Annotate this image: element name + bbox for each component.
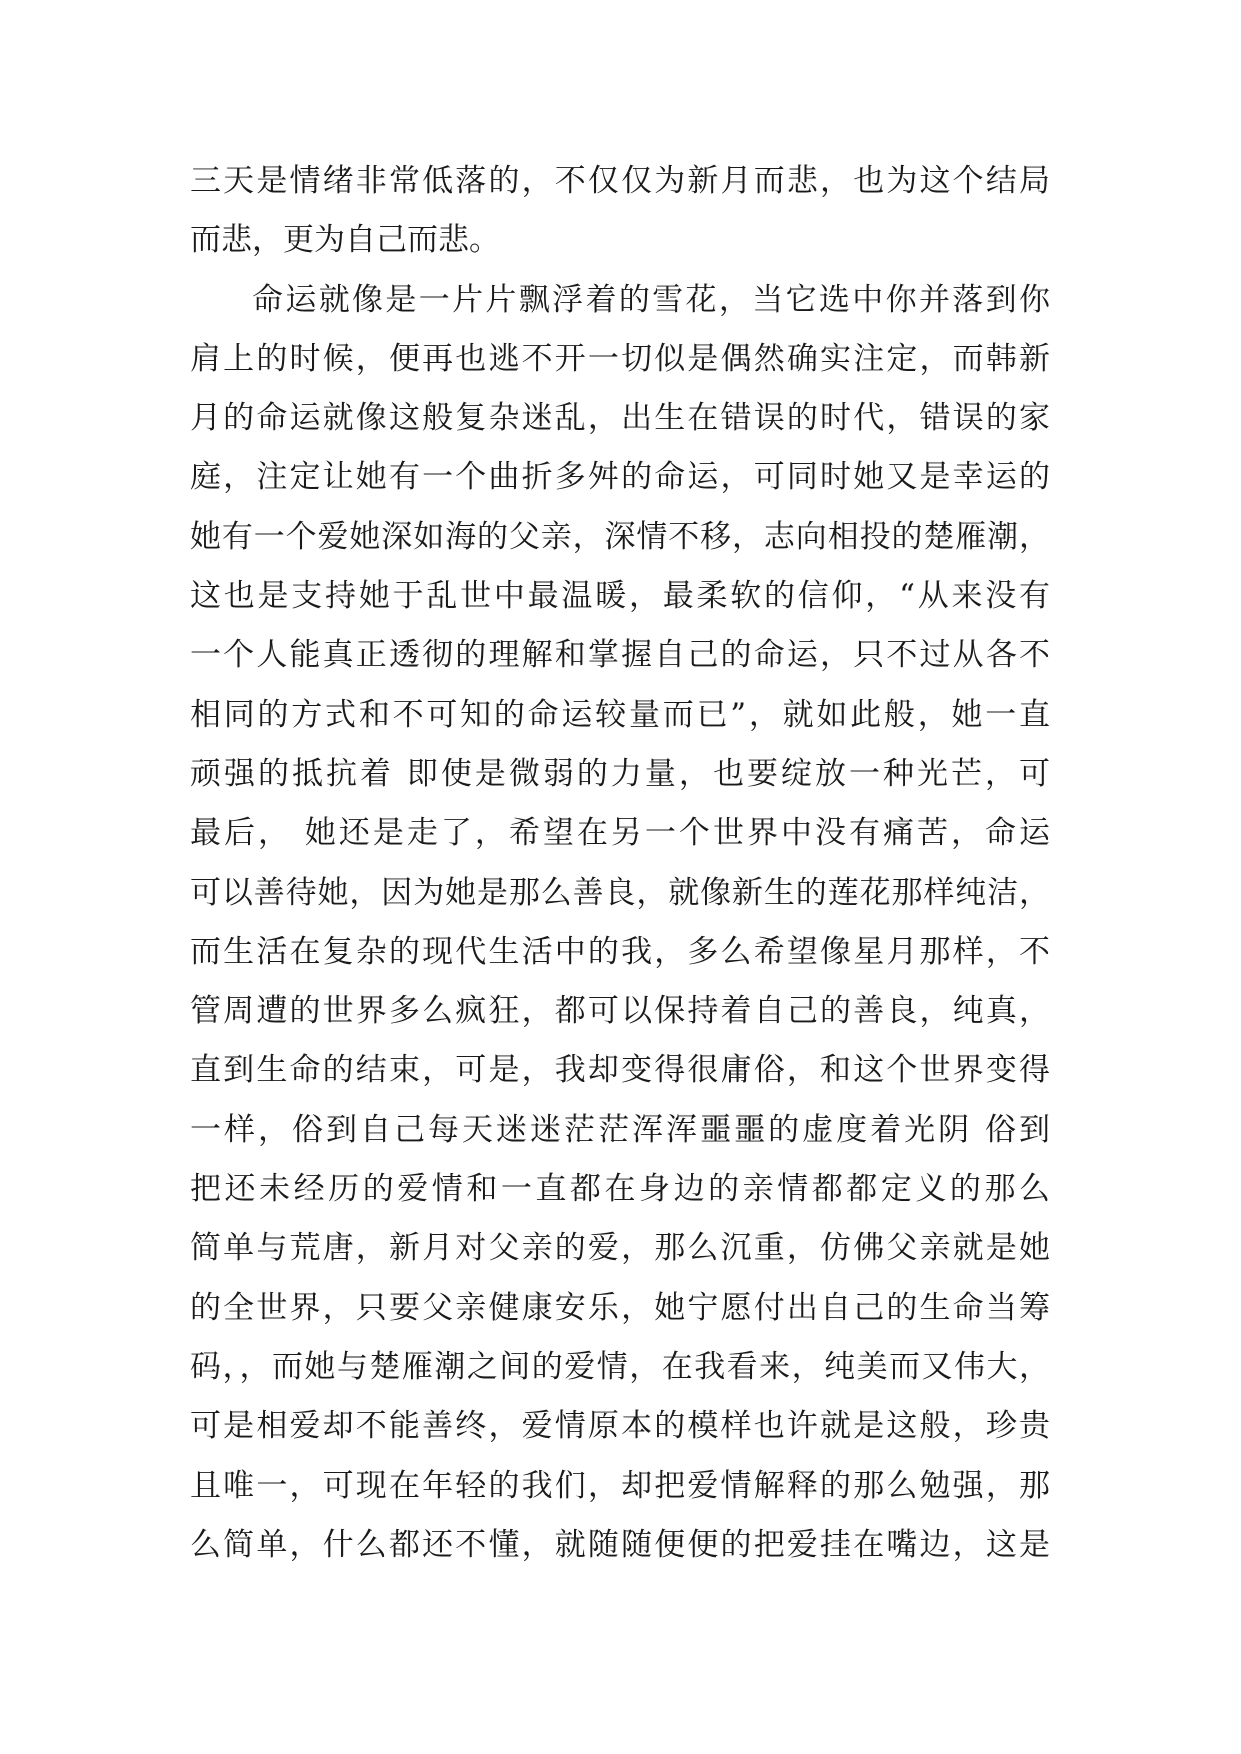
text-line: 庭，注定让她有一个曲折多舛的命运，可同时她又是幸运的 bbox=[190, 459, 1050, 496]
text-line: 简单与荒唐，新月对父亲的爱，那么沉重，仿佛父亲就是她 bbox=[190, 1230, 1050, 1267]
text-line: 么简单，什么都还不懂，就随随便便的把爱挂在嘴边，这是 bbox=[190, 1526, 1050, 1563]
text-line: 码，，而她与楚雁潮之间的爱情，在我看来，纯美而又伟大， bbox=[190, 1348, 1050, 1385]
text-line: 三天是情绪非常低落的，不仅仅为新月而悲，也为这个结局 bbox=[190, 163, 1050, 199]
text-line: 一个人能真正透彻的理解和掌握自己的命运，只不过从各不 bbox=[190, 637, 1050, 674]
text-line: 可以善待她，因为她是那么善良，就像新生的莲花那样纯洁， bbox=[190, 874, 1050, 911]
text-line: 而生活在复杂的现代生活中的我，多么希望像星月那样，不 bbox=[190, 933, 1050, 970]
text-line: 肩上的时候，便再也逃不开一切似是偶然确实注定，而韩新 bbox=[190, 340, 1050, 377]
text-line: 管周遭的世界多么疯狂，都可以保持着自己的善良，纯真， bbox=[190, 993, 1050, 1030]
body-text bbox=[190, 160, 1050, 1583]
text-line: 顽强的抵抗着 即使是微弱的力量，也要绽放一种光芒，可 bbox=[190, 755, 1050, 792]
text-line: 直到生命的结束，可是，我却变得很庸俗，和这个世界变得 bbox=[190, 1052, 1050, 1089]
text-line: 她有一个爱她深如海的父亲，深情不移，志向相投的楚雁潮， bbox=[190, 518, 1050, 555]
text-line: 月的命运就像这般复杂迷乱，出生在错误的时代，错误的家 bbox=[190, 400, 1050, 437]
text-line: 的全世界，只要父亲健康安乐，她宁愿付出自己的生命当筹 bbox=[190, 1289, 1050, 1326]
text-line: 最后， 她还是走了，希望在另一个世界中没有痛苦，命运 bbox=[190, 815, 1050, 852]
text-line: 命运就像是一片片飘浮着的雪花，当它选中你并落到你 bbox=[252, 281, 1050, 318]
text-line: 相同的方式和不可知的命运较量而已”，就如此般，她一直 bbox=[190, 696, 1050, 733]
text-line: 这也是支持她于乱世中最温暖，最柔软的信仰，“从来没有 bbox=[190, 578, 1050, 615]
text-line: 且唯一，可现在年轻的我们，却把爱情解释的那么勉强，那 bbox=[190, 1467, 1050, 1504]
text-line: 把还未经历的爱情和一直都在身边的亲情都都定义的那么 bbox=[190, 1171, 1050, 1208]
text-line: 一样，俗到自己每天迷迷茫茫浑浑噩噩的虚度着光阴 俗到 bbox=[190, 1111, 1050, 1148]
text-line: 可是相爱却不能善终，爱情原本的模样也许就是这般，珍贵 bbox=[190, 1408, 1050, 1445]
text-line: 而悲，更为自己而悲。 bbox=[190, 222, 500, 259]
